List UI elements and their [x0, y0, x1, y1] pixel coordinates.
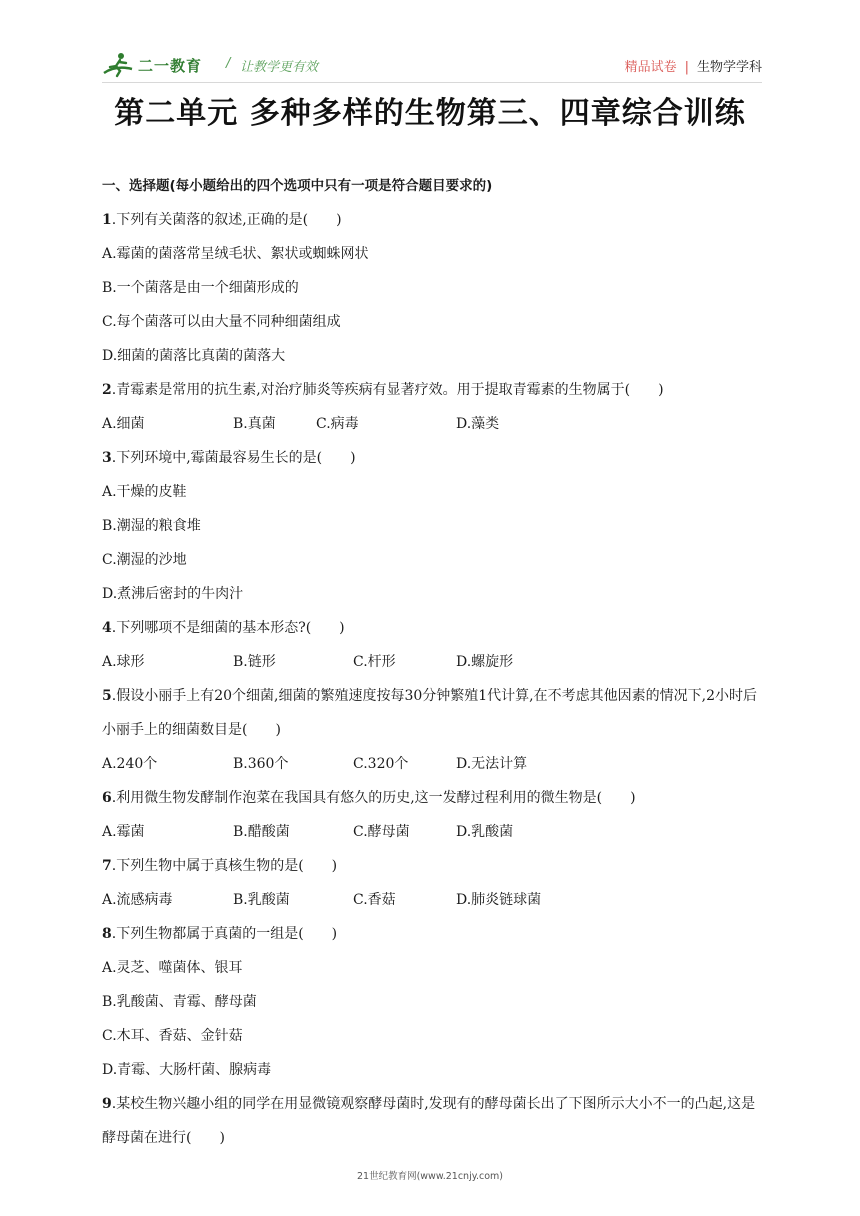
subject-label: 生物学学科: [696, 60, 762, 75]
question-text: .下列生物都属于真菌的一组是( ): [111, 926, 338, 942]
question-number: 7: [102, 858, 112, 874]
option: D.乳酸菌: [456, 824, 514, 840]
option: D.细菌的菌落比真菌的菌落大: [102, 348, 286, 364]
option: A.细菌: [102, 416, 145, 432]
runner-logo-icon: [102, 51, 136, 79]
option: C.潮湿的沙地: [102, 552, 187, 568]
logo-text: 二一教育: [138, 56, 203, 75]
option: C.酵母菌: [353, 824, 410, 840]
section-heading: 一、选择题(每小题给出的四个选项中只有一项是符合题目要求的): [102, 178, 493, 194]
question-stem: [102, 679, 768, 747]
premium-tag: 精品试卷: [624, 60, 677, 75]
question-text: .下列有关菌落的叙述,正确的是( ): [111, 212, 342, 228]
option: D.藻类: [456, 416, 500, 432]
question-text: .某校生物兴趣小组的同学在用显微镜观察酵母菌时,发现有的酵母菌长出了下图所示大小不一的凸起,这是酵母菌在进行( ): [102, 1096, 756, 1146]
question-stem: [102, 924, 768, 958]
question-text: .利用微生物发酵制作泡菜在我国具有悠久的历史,这一发酵过程利用的微生物是( ): [111, 790, 636, 806]
header-right: [625, 56, 762, 75]
options-row: [102, 652, 768, 686]
option: A.霉菌: [102, 824, 145, 840]
option: A.240个: [102, 756, 158, 772]
question-stem: [102, 448, 768, 482]
option: B.360个: [233, 756, 289, 772]
option: D.螺旋形: [456, 654, 514, 670]
options-row: [102, 414, 768, 448]
question-list: [102, 176, 768, 1155]
option: B.一个菌落是由一个细菌形成的: [102, 280, 299, 296]
option: B.乳酸菌、青霉、酵母菌: [102, 994, 257, 1010]
page-title: 第二单元 多种多样的生物第三、四章综合训练: [114, 96, 746, 131]
option: D.肺炎链球菌: [456, 892, 542, 908]
header-separator: |: [684, 60, 689, 75]
option: B.潮湿的粮食堆: [102, 518, 201, 534]
question-text: .下列生物中属于真核生物的是( ): [111, 858, 338, 874]
question-stem: [102, 1087, 768, 1155]
option: D.无法计算: [456, 756, 528, 772]
option: A.干燥的皮鞋: [102, 484, 187, 500]
option: C.木耳、香菇、金针菇: [102, 1028, 243, 1044]
question-text: .下列哪项不是细菌的基本形态?( ): [111, 620, 345, 636]
option: A.球形: [102, 654, 145, 670]
question-stem: [102, 856, 768, 890]
option: A.霉菌的菌落常呈绒毛状、絮状或蜘蛛网状: [102, 246, 369, 262]
options-row: [102, 822, 768, 856]
question-text: .下列环境中,霉菌最容易生长的是( ): [111, 450, 356, 466]
option: C.320个: [353, 756, 409, 772]
question-text: .假设小丽手上有20个细菌,细菌的繁殖速度按每30分钟繁殖1代计算,在不考虑其他因素的情况下,2小时后小丽手上的细菌数目是( ): [102, 688, 757, 738]
question-number: 1: [102, 212, 112, 228]
question-number: 6: [102, 790, 112, 806]
question-number: 2: [102, 382, 112, 398]
option: C.香菇: [353, 892, 396, 908]
option: C.病毒: [316, 416, 359, 432]
option: D.煮沸后密封的牛肉汁: [102, 586, 244, 602]
question-stem: [102, 788, 768, 822]
question-number: 3: [102, 450, 112, 466]
option: D.青霉、大肠杆菌、腺病毒: [102, 1062, 272, 1078]
question-number: 9: [102, 1096, 112, 1112]
options-row: [102, 890, 768, 924]
option: C.杆形: [353, 654, 396, 670]
logo: [102, 50, 202, 80]
option: B.醋酸菌: [233, 824, 290, 840]
slogan: 让教学更有效: [240, 60, 319, 75]
header-divider: [102, 82, 762, 83]
option: C.每个菌落可以由大量不同种细菌组成: [102, 314, 341, 330]
option: A.流感病毒: [102, 892, 173, 908]
options-row: [102, 754, 768, 788]
page-footer: 21世纪教育网(www.21cnjy.com): [356, 1171, 503, 1182]
question-stem: [102, 380, 768, 414]
question-text: .青霉素是常用的抗生素,对治疗肺炎等疾病有显著疗效。用于提取青霉素的生物属于( ): [111, 382, 664, 398]
option: B.真菌: [233, 416, 276, 432]
question-number: 5: [102, 688, 112, 704]
question-stem: [102, 210, 768, 244]
question-number: 4: [102, 620, 112, 636]
option: A.灵芝、噬菌体、银耳: [102, 960, 243, 976]
question-stem: [102, 618, 768, 652]
question-number: 8: [102, 926, 112, 942]
slogan-separator: /: [226, 56, 231, 71]
option: B.乳酸菌: [233, 892, 290, 908]
page-header: [102, 50, 762, 80]
option: B.链形: [233, 654, 276, 670]
